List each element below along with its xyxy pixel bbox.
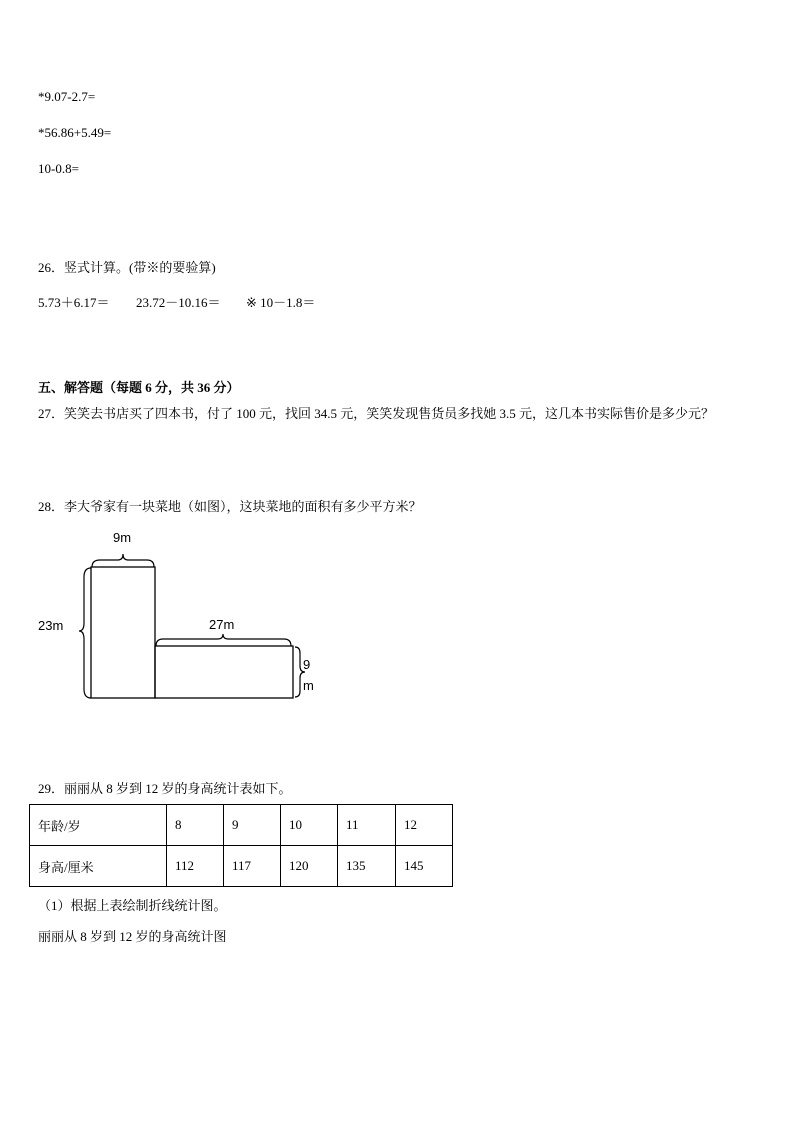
length-brace [156,634,291,646]
q29-text: 29．丽丽从 8 岁到 12 岁的身高统计表如下。 [38,781,292,796]
q26-title: 26．竖式计算。(带※的要验算) [38,260,216,275]
calc-line-2: *56.86+5.49= [38,125,112,140]
table-cell: 11 [338,805,396,846]
table-row-header: 年龄/岁 [30,805,167,846]
q26-item-2: 23.72－10.16＝ [136,295,221,310]
calc-line-1: *9.07-2.7= [38,89,96,104]
table-cell: 10 [281,805,338,846]
q28-text: 28．李大爷家有一块菜地（如图），这块菜地的面积有多少平方米？ [38,499,422,514]
q29-sub1: （1）根据上表绘制折线统计图。 [38,898,227,913]
right-height-label-1: 9 [303,657,311,672]
height-table [29,804,453,887]
tall-rectangle [91,567,155,698]
top-width-label: 9m [113,530,132,545]
bottom-length-label: 27m [209,617,235,632]
table-cell: 145 [396,846,453,887]
table-cell: 112 [167,846,224,887]
q26-item-1: 5.73＋6.17＝ [38,295,110,310]
wide-rectangle [155,646,293,698]
table-row-age [30,805,453,846]
left-height-label: 23m [38,618,64,633]
table-row-header: 身高/厘米 [30,846,167,887]
garden-figure [30,525,330,715]
table-cell: 12 [396,805,453,846]
table-row-height [30,846,453,887]
q27-text: 27．笑笑去书店买了四本书，付了 100 元，找回 34.5 元，笑笑发现售货员多找她 3.5 元，这几本书实际售价是多少元？ [38,406,715,421]
top-brace [92,554,154,567]
table-cell: 120 [281,846,338,887]
chart-title: 丽丽从 8 岁到 12 岁的身高统计图 [38,929,227,944]
table-cell: 9 [224,805,281,846]
table-cell: 135 [338,846,396,887]
table-cell: 8 [167,805,224,846]
left-brace [79,568,91,698]
table-cell: 117 [224,846,281,887]
q26-item-3: ※ 10－1.8＝ [246,295,316,310]
calc-line-3: 10-0.8= [38,161,79,176]
right-height-label-2: m [303,678,314,693]
section5-title: 五、解答题（每题 6 分，共 36 分） [38,380,240,395]
